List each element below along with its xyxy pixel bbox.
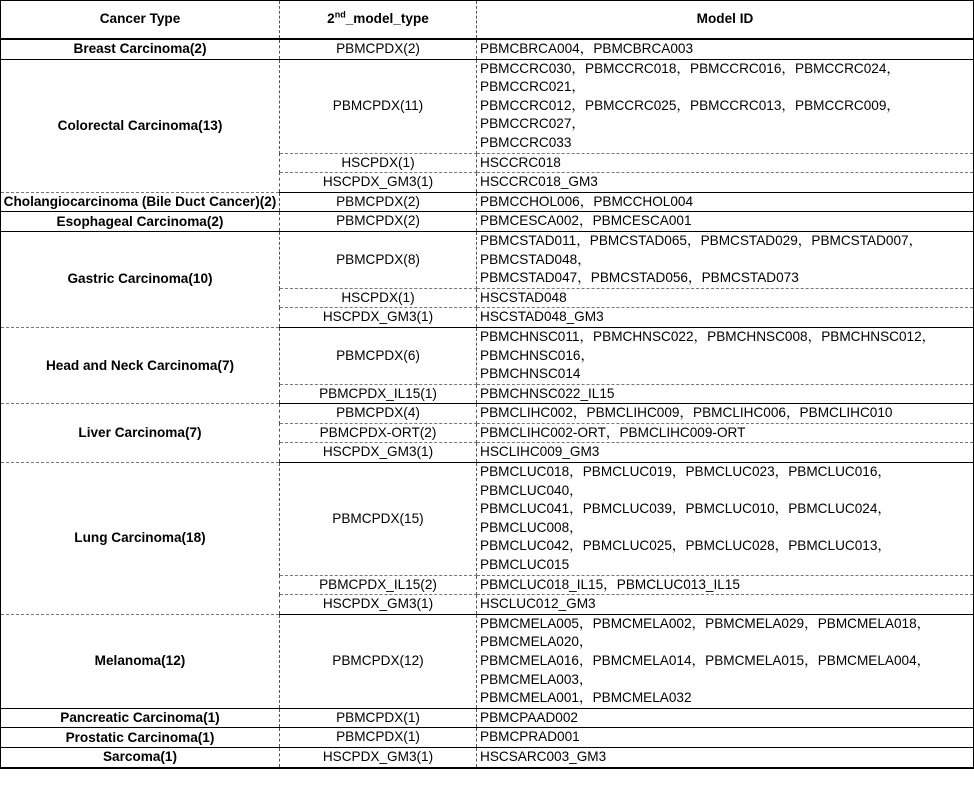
model-id-line: PBMCMELA016，PBMCMELA014，PBMCMELA015，PBMCMELA004， bbox=[480, 653, 931, 668]
model-id-cell bbox=[477, 153, 974, 173]
model-id-line: PBMCMELA020， bbox=[480, 634, 593, 650]
cancer-type-cell: Liver Carcinoma(7) bbox=[1, 404, 280, 463]
model-type-cell: PBMCPDX(15) bbox=[280, 463, 477, 576]
header-model-type bbox=[280, 1, 477, 40]
model-id-line: PBMCLUC041，PBMCLUC039，PBMCLUC010，PBMCLUC024， bbox=[480, 501, 891, 517]
model-id-line: PBMCCRC021， bbox=[480, 79, 585, 95]
table-row bbox=[1, 231, 974, 288]
model-type-cell: PBMCPDX(6) bbox=[280, 327, 477, 384]
model-id-cell bbox=[477, 173, 974, 193]
model-id-cell bbox=[477, 192, 974, 212]
cancer-type-cell: Sarcoma(1) bbox=[1, 747, 280, 767]
model-id-line: PBMCESCA002，PBMCESCA001 bbox=[480, 213, 692, 229]
model-id-line: PBMCCHOL006，PBMCCHOL004 bbox=[480, 193, 694, 209]
model-type-cell: HSCPDX_GM3(1) bbox=[280, 747, 477, 767]
header-model-type-sup: nd bbox=[334, 9, 346, 20]
model-type-cell: PBMCPDX(8) bbox=[280, 231, 477, 288]
model-id-line: PBMCCRC033 bbox=[480, 134, 572, 150]
cancer-type-cell: Head and Neck Carcinoma(7) bbox=[1, 327, 280, 403]
table-row bbox=[1, 708, 974, 728]
model-id-cell bbox=[477, 288, 974, 308]
model-id-cell bbox=[477, 443, 974, 463]
model-id-cell bbox=[477, 404, 974, 424]
cancer-type-cell: Breast Carcinoma(2) bbox=[1, 39, 280, 59]
model-id-cell bbox=[477, 595, 974, 615]
model-id-cell bbox=[477, 59, 974, 153]
model-id-line: PBMCPAAD002 bbox=[480, 709, 578, 725]
model-type-cell: PBMCPDX(1) bbox=[280, 708, 477, 728]
model-type-cell: HSCPDX(1) bbox=[280, 288, 477, 308]
cancer-type-cell: Melanoma(12) bbox=[1, 614, 280, 708]
model-id-line: HSCSARC003_GM3 bbox=[480, 748, 607, 764]
table-row bbox=[1, 614, 974, 708]
model-id-line: HSCLUC012_GM3 bbox=[480, 596, 596, 612]
model-type-cell: PBMCPDX(2) bbox=[280, 212, 477, 232]
table-row bbox=[1, 212, 974, 232]
model-id-line: PBMCHNSC016， bbox=[480, 347, 595, 363]
cancer-type-cell: Pancreatic Carcinoma(1) bbox=[1, 708, 280, 728]
model-id-cell bbox=[477, 575, 974, 595]
model-type-cell: PBMCPDX_IL15(1) bbox=[280, 384, 477, 404]
model-type-cell: PBMCPDX(2) bbox=[280, 192, 477, 212]
header-model-type-suffix: _model_type bbox=[345, 11, 429, 27]
table-row bbox=[1, 747, 974, 767]
model-id-line: PBMCSTAD048， bbox=[480, 251, 591, 267]
model-id-line: PBMCLUC042，PBMCLUC025，PBMCLUC028，PBMCLUC013， bbox=[480, 538, 891, 554]
model-type-cell: HSCPDX(1) bbox=[280, 153, 477, 173]
model-type-cell: PBMCPDX-ORT(2) bbox=[280, 423, 477, 443]
model-id-line: PBMCCRC030，PBMCCRC018，PBMCCRC016，PBMCCRC024， bbox=[480, 60, 900, 76]
model-type-cell: HSCPDX_GM3(1) bbox=[280, 308, 477, 328]
model-type-cell: PBMCPDX(12) bbox=[280, 614, 477, 708]
model-id-line: PBMCCRC027， bbox=[480, 116, 585, 132]
model-id-cell bbox=[477, 463, 974, 576]
model-id-line: PBMCHNSC014 bbox=[480, 366, 581, 382]
model-id-cell bbox=[477, 231, 974, 288]
model-id-line: PBMCBRCA004，PBMCBRCA003 bbox=[480, 41, 694, 56]
cancer-type-cell: Prostatic Carcinoma(1) bbox=[1, 728, 280, 748]
table-row bbox=[1, 39, 974, 59]
model-type-cell: PBMCPDX(11) bbox=[280, 59, 477, 153]
model-id-line: PBMCLIHC002-ORT，PBMCLIHC009-ORT bbox=[480, 424, 746, 440]
model-id-cell bbox=[477, 728, 974, 748]
model-id-cell bbox=[477, 423, 974, 443]
model-id-cell bbox=[477, 39, 974, 59]
model-id-line: PBMCMELA001，PBMCMELA032 bbox=[480, 690, 692, 706]
model-id-cell bbox=[477, 308, 974, 328]
model-id-line: HSCLIHC009_GM3 bbox=[480, 444, 600, 460]
model-id-cell bbox=[477, 327, 974, 384]
model-id-line: PBMCMELA005，PBMCMELA002，PBMCMELA029，PBMCMELA018， bbox=[480, 615, 931, 631]
table-row bbox=[1, 404, 974, 424]
model-id-line: HSCCRC018_GM3 bbox=[480, 174, 598, 190]
model-id-line: HSCSTAD048 bbox=[480, 289, 567, 305]
header-row bbox=[1, 1, 974, 40]
table-row bbox=[1, 728, 974, 748]
model-type-cell: PBMCPDX_IL15(2) bbox=[280, 575, 477, 595]
model-id-line: PBMCHNSC022_IL15 bbox=[480, 385, 615, 401]
model-type-cell: HSCPDX_GM3(1) bbox=[280, 595, 477, 615]
model-type-cell: PBMCPDX(1) bbox=[280, 728, 477, 748]
table-row bbox=[1, 327, 974, 384]
model-id-cell bbox=[477, 747, 974, 767]
model-id-line: PBMCLIHC002，PBMCLIHC009，PBMCLIHC006，PBMCLIHC010 bbox=[480, 405, 893, 421]
cancer-type-cell: Lung Carcinoma(18) bbox=[1, 463, 280, 615]
model-id-line: PBMCLUC018，PBMCLUC019，PBMCLUC023，PBMCLUC016， bbox=[480, 464, 891, 480]
model-id-line: PBMCSTAD011，PBMCSTAD065，PBMCSTAD029，PBMCSTAD007， bbox=[480, 232, 923, 248]
model-id-line: HSCCRC018 bbox=[480, 154, 561, 170]
model-id-line: PBMCSTAD047，PBMCSTAD056，PBMCSTAD073 bbox=[480, 270, 799, 286]
model-id-line: PBMCLUC015 bbox=[480, 557, 570, 573]
table-row bbox=[1, 192, 974, 212]
model-id-line: PBMCLUC008， bbox=[480, 519, 583, 535]
model-type-cell: HSCPDX_GM3(1) bbox=[280, 443, 477, 463]
header-model-type-prefix: 2 bbox=[327, 11, 335, 27]
table-row bbox=[1, 463, 974, 576]
model-id-line: PBMCLUC018_IL15，PBMCLUC013_IL15 bbox=[480, 576, 740, 592]
model-id-cell bbox=[477, 708, 974, 728]
model-id-line: PBMCHNSC011，PBMCHNSC022，PBMCHNSC008，PBMCHNSC012， bbox=[480, 328, 936, 344]
model-id-line: PBMCLUC040， bbox=[480, 482, 583, 498]
model-id-cell bbox=[477, 384, 974, 404]
header-model-id: Model ID bbox=[477, 1, 974, 40]
model-id-cell bbox=[477, 212, 974, 232]
model-id-line: HSCSTAD048_GM3 bbox=[480, 309, 604, 325]
cancer-type-cell: Esophageal Carcinoma(2) bbox=[1, 212, 280, 232]
model-id-cell bbox=[477, 614, 974, 708]
model-type-cell: HSCPDX_GM3(1) bbox=[280, 173, 477, 193]
cancer-type-cell: Cholangiocarcinoma (Bile Duct Cancer)(2) bbox=[1, 192, 280, 212]
cancer-type-cell: Gastric Carcinoma(10) bbox=[1, 231, 280, 327]
table-body bbox=[1, 39, 974, 768]
model-id-line: PBMCMELA003， bbox=[480, 671, 593, 687]
model-id-line: PBMCPRAD001 bbox=[480, 729, 580, 745]
model-id-line: PBMCCRC012，PBMCCRC025，PBMCCRC013，PBMCCRC009， bbox=[480, 97, 900, 113]
model-type-cell: PBMCPDX(4) bbox=[280, 404, 477, 424]
header-cancer-type: Cancer Type bbox=[1, 1, 280, 40]
table-row bbox=[1, 59, 974, 153]
model-type-cell: PBMCPDX(2) bbox=[280, 39, 477, 59]
cancer-type-cell: Colorectal Carcinoma(13) bbox=[1, 59, 280, 192]
